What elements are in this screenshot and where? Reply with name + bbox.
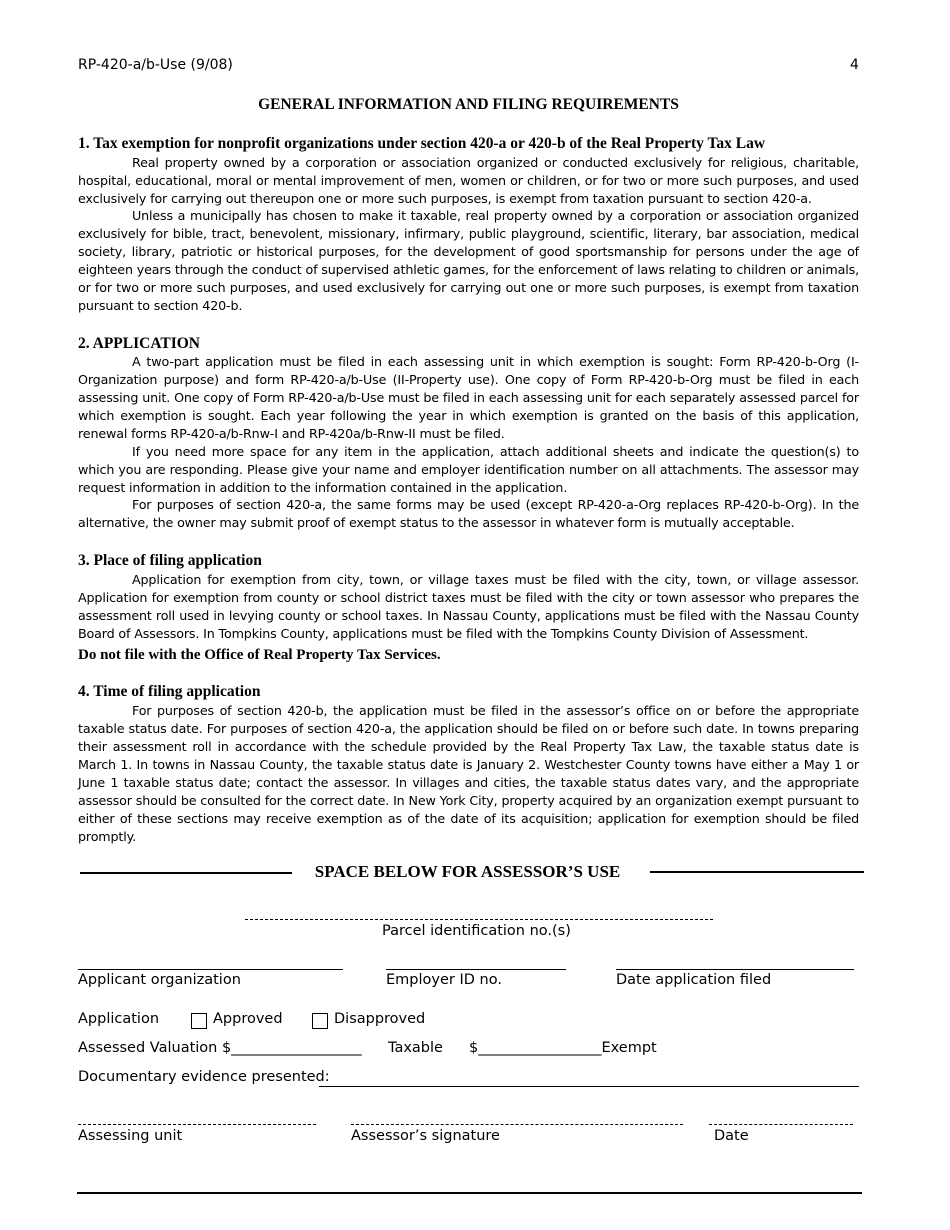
applicant-organization-field[interactable] <box>78 969 343 970</box>
section-1-paragraph-1: Real property owned by a corporation or association organized or conducted exclusively for religious, charitable, hospital, educational, moral or mental improvement of men, women or children, or for two or more such purposes, and used exclusively for carrying out thereupon one or more such purposes, is exempt from taxation pursuant to section 420-a. <box>78 155 859 206</box>
approved-checkbox[interactable] <box>191 1013 207 1029</box>
section-2-heading: 2. APPLICATION <box>78 335 201 352</box>
section-2-paragraph-2: If you need more space for any item in the application, attach additional sheets and indicate the question(s) to which you are responding. Please give your name and employer identification number on all attachments. The assessor may request information in addition to the information contained in the application. <box>78 444 859 495</box>
section-2-paragraph-1: A two-part application must be filed in each assessing unit in which exemption is sought: Form RP-420-b-Org (I-Organization purpose) and form RP-420-a/b-Use (II-Property use). One copy of Form RP-420-b-Org must be filed in each assessing unit. One copy of Form RP-420-a/b-Use must be filed in each assessing unit for each separately assessed parcel for which exemption is sought. Each year following the year in which exemption is granted on the basis of this application, renewal forms RP-420-a/b-Rnw-I and RP-420a/b-Rnw-II must be filed. <box>78 354 859 441</box>
assessor-signature-field[interactable] <box>351 1124 683 1125</box>
parcel-id-label: Parcel identification no.(s) <box>382 923 571 939</box>
divider-right <box>650 871 864 873</box>
taxable-label: Taxable <box>388 1040 443 1056</box>
section-1-paragraph-2: Unless a municipally has chosen to make it taxable, real property owned by a corporation or association organized exclusively for bible, tract, benevolent, missionary, infirmary, public playground, scientific, literary, bar association, medical society, library, patriotic or historical purposes, for the development of good sportsmanship for persons under the age of eighteen years through the conduct of supervised athletic games, for the enforcement of laws relating to children or animals, or for two or more such purposes, and used exclusively for carrying out one or more such purposes, is exempt from taxation pursuant to section 420-b. <box>78 208 859 313</box>
date-filed-label: Date application filed <box>616 972 772 988</box>
assessor-section-title: SPACE BELOW FOR ASSESSOR’S USE <box>314 862 621 881</box>
divider-left <box>80 872 292 874</box>
section-3-heading: 3. Place of filing application <box>78 552 262 569</box>
disapproved-label: Disapproved <box>334 1011 426 1027</box>
assessing-unit-label: Assessing unit <box>78 1128 183 1144</box>
section-4-paragraph-1: For purposes of section 420-b, the application must be filed in the assessor’s office on or before the appropriate taxable status date. For purposes of section 420-a, the application should be filed on or before such date. In towns preparing their assessment roll in accordance with the schedule provided by the Real Property Tax Law, the taxable status date is March 1. In towns in Nassau County, the taxable status date is January 2. Westchester County towns have either a May 1 or June 1 taxable status date; contact the assessor. In villages and cities, the taxable status dates vary, and the appropriate assessor should be consulted for the correct date. In New York City, property acquired by an organization exempt pursuant to either of these sections may receive exemption as of the date of its acquisition; application for exemption should be filed promptly. <box>78 703 859 844</box>
applicant-organization-label: Applicant organization <box>78 972 241 988</box>
section-1-heading: 1. Tax exemption for nonprofit organizations under section 420-a or 420-b of the Real Property Tax Law <box>78 135 766 152</box>
employer-id-field[interactable] <box>386 969 566 970</box>
approved-label: Approved <box>213 1011 283 1027</box>
section-3-paragraph-1: Application for exemption from city, town, or village taxes must be filed with the city, town, or village assessor. Application for exemption from county or school district taxes must be filed with the city or town assessor who prepares the assessment roll used in levying county or school taxes. In Nassau County, applications must be filed with the Nassau County Board of Assessors. In Tompkins County, applications must be filed with the Tompkins County Division of Assessment. <box>78 572 859 641</box>
bottom-rule <box>77 1192 862 1194</box>
documentary-evidence-field[interactable] <box>319 1086 859 1087</box>
documentary-evidence-label: Documentary evidence presented: <box>78 1069 330 1085</box>
section-3-bold-note: Do not file with the Office of Real Property Tax Services. <box>78 647 441 663</box>
exempt-field[interactable]: $_________________Exempt <box>469 1040 657 1056</box>
assessor-signature-label: Assessor’s signature <box>351 1128 500 1144</box>
section-4-heading: 4. Time of filing application <box>78 683 261 700</box>
page-title: GENERAL INFORMATION AND FILING REQUIREMENTS <box>258 96 679 113</box>
form-id: RP-420-a/b-Use (9/08) <box>78 57 233 73</box>
disapproved-checkbox[interactable] <box>312 1013 328 1029</box>
application-label: Application <box>78 1011 160 1027</box>
section-2-paragraph-3: For purposes of section 420-a, the same forms may be used (except RP-420-a-Org replaces RP-420-b-Org). In the alternative, the owner may submit proof of exempt status to the assessor in whatever form is mutually acceptable. <box>78 497 859 530</box>
parcel-id-field[interactable] <box>245 919 713 920</box>
date-filed-field[interactable] <box>616 969 854 970</box>
signature-date-field[interactable] <box>709 1124 853 1125</box>
page-number: 4 <box>850 57 859 73</box>
employer-id-label: Employer ID no. <box>386 972 502 988</box>
assessed-valuation-field[interactable]: Assessed Valuation $__________________ <box>78 1040 362 1056</box>
signature-date-label: Date <box>714 1128 749 1144</box>
assessing-unit-field[interactable] <box>78 1124 316 1125</box>
